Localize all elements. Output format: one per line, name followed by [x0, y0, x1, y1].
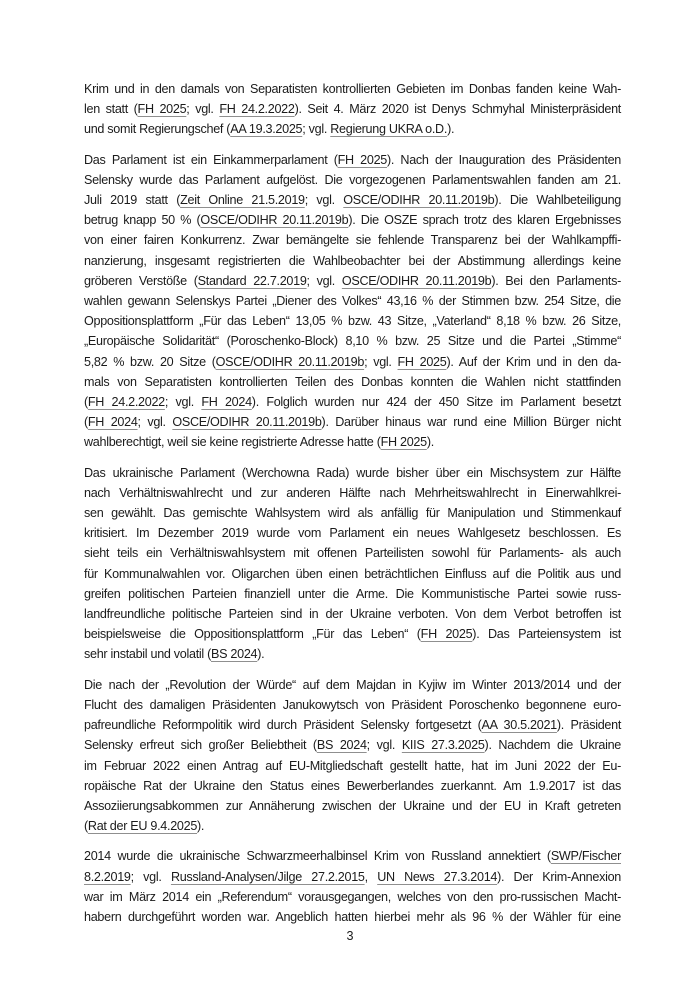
text-line: [84, 523, 621, 543]
text-run: ropäische Rat der Ukraine den Status eines Bewerberlandes zuerkannt. Am 1.9.2017 ist das: [84, 778, 621, 793]
citation-link[interactable]: Zeit Online 21.5.2019: [180, 193, 305, 208]
text-line: [84, 776, 621, 796]
paragraph: [84, 846, 621, 927]
text-run: ; vgl.: [130, 869, 171, 884]
text-line: [84, 735, 621, 755]
text-run: nanzierung, insgesamt registrierten die Wahlbeobachter bei der Abstimmung allerdings keine: [84, 253, 621, 268]
text-run: ; vgl.: [164, 395, 202, 410]
text-line: [84, 331, 621, 351]
text-run: ). Seit 4. März 2020 ist Denys Schmyhal Ministerpräsident: [294, 102, 621, 117]
citation-link[interactable]: FH 24.2.2022: [87, 395, 165, 410]
citation-link[interactable]: FH 2025: [137, 102, 187, 117]
text-run: Oppositionsplattform „Für das Leben“ 13,05 % bzw. 43 Sitze, „Vaterland“ 8,18 % bzw. 26 Sitze,: [84, 314, 621, 329]
text-run: ). Darüber hinaus war rund eine Million Bürger nicht: [321, 415, 621, 430]
text-run: kritisiert. Im Dezember 2019 wurde vom Parlament ein neues Wahlgesetz beschlossen. Es: [84, 526, 621, 541]
text-run: Die nach der „Revolution der Würde“ auf dem Majdan in Kyjiw im Winter 2013/2014 und der: [84, 677, 621, 692]
text-line: [84, 372, 621, 392]
text-run: ; vgl.: [302, 122, 331, 137]
text-run: ). Präsident: [556, 718, 622, 733]
text-run: Flucht des damaligen Präsidenten Janukowytsch von Präsident Poroschenko begonnene euro-: [84, 697, 621, 712]
citation-link[interactable]: Russland-Analysen/Jilge 27.2.2015: [170, 869, 365, 884]
paragraph: [84, 463, 621, 665]
text-run: wahlen gewann Selenskys Partei „Diener des Volkes“ 43,16 % der Stimmen bzw. 254 Sitze, die: [84, 294, 621, 309]
paragraph: [84, 79, 621, 140]
text-line: [84, 352, 621, 372]
text-line: [84, 644, 621, 664]
citation-link[interactable]: AA 19.3.2025: [230, 122, 303, 137]
text-run: im Februar 2022 einen Antrag auf EU-Mitgliedschaft gestellt hatte, hat im Juni 2022 der Eu-: [84, 758, 621, 773]
text-run: „Europäische Solidarität“ (Poroschenko-Block) 8,10 % bzw. 25 Sitze und die Partei „Stimme“: [84, 334, 621, 349]
text-run: ).: [447, 122, 455, 137]
text-line: [84, 756, 621, 776]
citation-link[interactable]: OSCE/ODIHR 20.11.2019b: [215, 354, 365, 369]
text-run: sehr instabil und volatil (: [84, 647, 212, 662]
text-run: (: [84, 415, 88, 430]
text-run: ). Auf der Krim und in den da-: [446, 354, 621, 369]
text-line: [84, 564, 621, 584]
citation-link[interactable]: SWP/Fischer: [550, 849, 621, 864]
citation-link[interactable]: Regierung UKRA o.D.: [330, 122, 448, 137]
text-line: [84, 79, 621, 99]
text-run: ; vgl.: [306, 273, 342, 288]
text-line: [84, 271, 621, 291]
text-line: [84, 412, 621, 432]
text-line: [84, 624, 621, 644]
citation-link[interactable]: OSCE/ODIHR 20.11.2019b: [172, 415, 322, 430]
text-run: ).: [197, 819, 205, 834]
text-run: 2014 wurde die ukrainische Schwarzmeerhalbinsel Krim von Russland annektiert (: [84, 849, 551, 864]
text-run: greifen politischen Parteien finanziell unter die Arme. Die Kommunistische Partei sowie russ-: [84, 586, 621, 601]
text-run: ). Die Wahlbeteiligung: [494, 193, 621, 208]
citation-link[interactable]: OSCE/ODIHR 20.11.2019b: [200, 213, 349, 228]
text-run: sen gewählt. Das gemischte Wahlsystem wird als anfällig für Manipulation und Stimmenkauf: [84, 506, 621, 521]
text-run: ). Bei den Parlaments-: [491, 273, 621, 288]
text-run: ; vgl.: [186, 102, 220, 117]
paragraph: [84, 675, 621, 837]
text-line: [84, 796, 621, 816]
text-line: [84, 99, 621, 119]
citation-link[interactable]: BS 2024: [211, 647, 258, 662]
citation-link[interactable]: FH 2025: [380, 435, 427, 450]
text-run: ). Die OSZE sprach trotz des klaren Ergebnisses: [348, 213, 621, 228]
text-line: [84, 119, 621, 139]
text-line: [84, 190, 621, 210]
text-run: ; vgl.: [304, 193, 344, 208]
text-line: [84, 887, 621, 907]
text-run: Das Parlament ist ein Einkammerparlament (: [84, 152, 338, 167]
text-run: sieht teils ein Verhältniswahlsystem mit offenen Parteilisten sowohl für Parlaments- als auch: [84, 546, 621, 561]
text-run: ; vgl.: [137, 415, 173, 430]
text-line: [84, 483, 621, 503]
text-run: beispielsweise die Oppositionsplattform „Für das Leben“ (: [84, 627, 421, 642]
text-run: Selensky erfreut sich großer Beliebtheit (: [84, 738, 317, 753]
text-line: [84, 392, 621, 412]
citation-link[interactable]: 8.2.2019: [84, 869, 131, 884]
text-line: [84, 584, 621, 604]
text-run: Assoziierungsabkommen zur Annäherung zwischen der Ukraine und der EU in Kraft getreten: [84, 798, 621, 813]
text-line: [84, 675, 621, 695]
text-line: [84, 291, 621, 311]
text-line: [84, 604, 621, 624]
text-run: (: [84, 395, 88, 410]
paragraph: [84, 150, 621, 453]
text-line: [84, 150, 621, 170]
text-line: [84, 816, 621, 836]
text-run: habern durchgeführt worden war. Angeblich hatten hierbei mehr als 96 % der Wähler für eine: [84, 909, 621, 924]
citation-link[interactable]: FH 2024: [201, 395, 252, 410]
text-run: ).: [426, 435, 434, 450]
citation-link[interactable]: OSCE/ODIHR 20.11.2019b: [341, 273, 492, 288]
text-line: [84, 503, 621, 523]
text-run: ,: [364, 869, 378, 884]
citation-link[interactable]: AA 30.5.2021: [481, 718, 557, 733]
text-run: mals von Separatisten kontrollierten Teilen des Donbas konnten die Wahlen nicht stattfinden: [84, 374, 621, 389]
text-run: Juli 2019 statt (: [84, 193, 181, 208]
text-block: [84, 79, 621, 937]
text-run: landfreundliche politische Parteien sind in der Ukraine verboten. Von dem Verbot betroffen ist: [84, 607, 621, 622]
text-run: Selensky wurde das Parlament aufgelöst. Die vorgezogenen Parlamentswahlen fanden am 21.: [84, 172, 621, 187]
citation-link[interactable]: UN News 27.3.2014: [377, 869, 498, 884]
text-line: [84, 543, 621, 563]
text-line: [84, 230, 621, 250]
citation-link[interactable]: Standard 22.7.2019: [197, 273, 307, 288]
text-run: ). Nachdem die Ukraine: [484, 738, 622, 753]
text-line: [84, 311, 621, 331]
text-run: von einer fairen Konkurrenz. Zwar bemängelte sie fehlende Transparenz bei der Wahlkampffi-: [84, 233, 621, 248]
text-line: [84, 251, 621, 271]
text-run: (: [84, 819, 88, 834]
text-run: und somit Regierungschef (: [84, 122, 231, 137]
text-run: ). Nach der Inauguration des Präsidenten: [386, 152, 621, 167]
text-line: [84, 432, 621, 452]
text-line: [84, 695, 621, 715]
text-run: 5,82 % bzw. 20 Sitze (: [84, 354, 216, 369]
text-run: ; vgl.: [366, 738, 402, 753]
text-run: len statt (: [84, 102, 138, 117]
text-run: gröberen Verstöße (: [84, 273, 198, 288]
text-line: [84, 846, 621, 866]
text-run: ). Das Parteiensystem ist: [472, 627, 622, 642]
text-run: pafreundliche Reformpolitik wird durch Präsident Selensky fortgesetzt (: [84, 718, 482, 733]
citation-link[interactable]: FH 2025: [397, 354, 447, 369]
citation-link[interactable]: BS 2024: [316, 738, 367, 753]
text-line: [84, 210, 621, 230]
citation-link[interactable]: FH 2025: [337, 152, 387, 167]
page-number: 3: [346, 929, 354, 943]
text-run: nach Verhältniswahlrecht und zur anderen Hälfte nach Mehrheitswahlrecht in Einerwahlkrei-: [84, 485, 621, 500]
text-run: betrug knapp 50 % (: [84, 213, 201, 228]
text-run: wahlberechtigt, weil sie keine registrierte Adresse hatte (: [84, 435, 381, 450]
text-line: [84, 170, 621, 190]
text-line: [84, 907, 621, 927]
citation-link[interactable]: OSCE/ODIHR 20.11.2019b: [343, 193, 495, 208]
text-run: für Kommunalwahlen vor. Oligarchen üben einen beträchtlichen Einfluss auf die Politik aus und: [84, 566, 621, 581]
citation-link[interactable]: FH 2024: [87, 415, 138, 430]
citation-link[interactable]: Rat der EU 9.4.2025: [87, 819, 198, 834]
citation-link[interactable]: FH 2025: [420, 627, 473, 642]
citation-link[interactable]: KIIS 27.3.2025: [401, 738, 485, 753]
text-line: [84, 867, 621, 887]
citation-link[interactable]: FH 24.2.2022: [219, 102, 295, 117]
text-run: Krim und in den damals von Separatisten kontrollierten Gebieten im Donbas fanden keine Wah-: [84, 82, 621, 96]
text-run: Das ukrainische Parlament (Werchowna Rada) wurde bisher über ein Mischsystem zur Hälfte: [84, 465, 621, 480]
text-line: [84, 715, 621, 735]
text-run: war im März 2014 ein „Referendum“ vorausgegangen, welches von den pro-russischen Macht-: [84, 889, 621, 904]
text-run: ).: [257, 647, 265, 662]
text-run: ; vgl.: [364, 354, 398, 369]
text-run: ). Der Krim-Annexion: [497, 869, 621, 884]
text-line: [84, 463, 621, 483]
text-run: ). Folglich wurden nur 424 der 450 Sitze im Parlament besetzt: [251, 395, 621, 410]
